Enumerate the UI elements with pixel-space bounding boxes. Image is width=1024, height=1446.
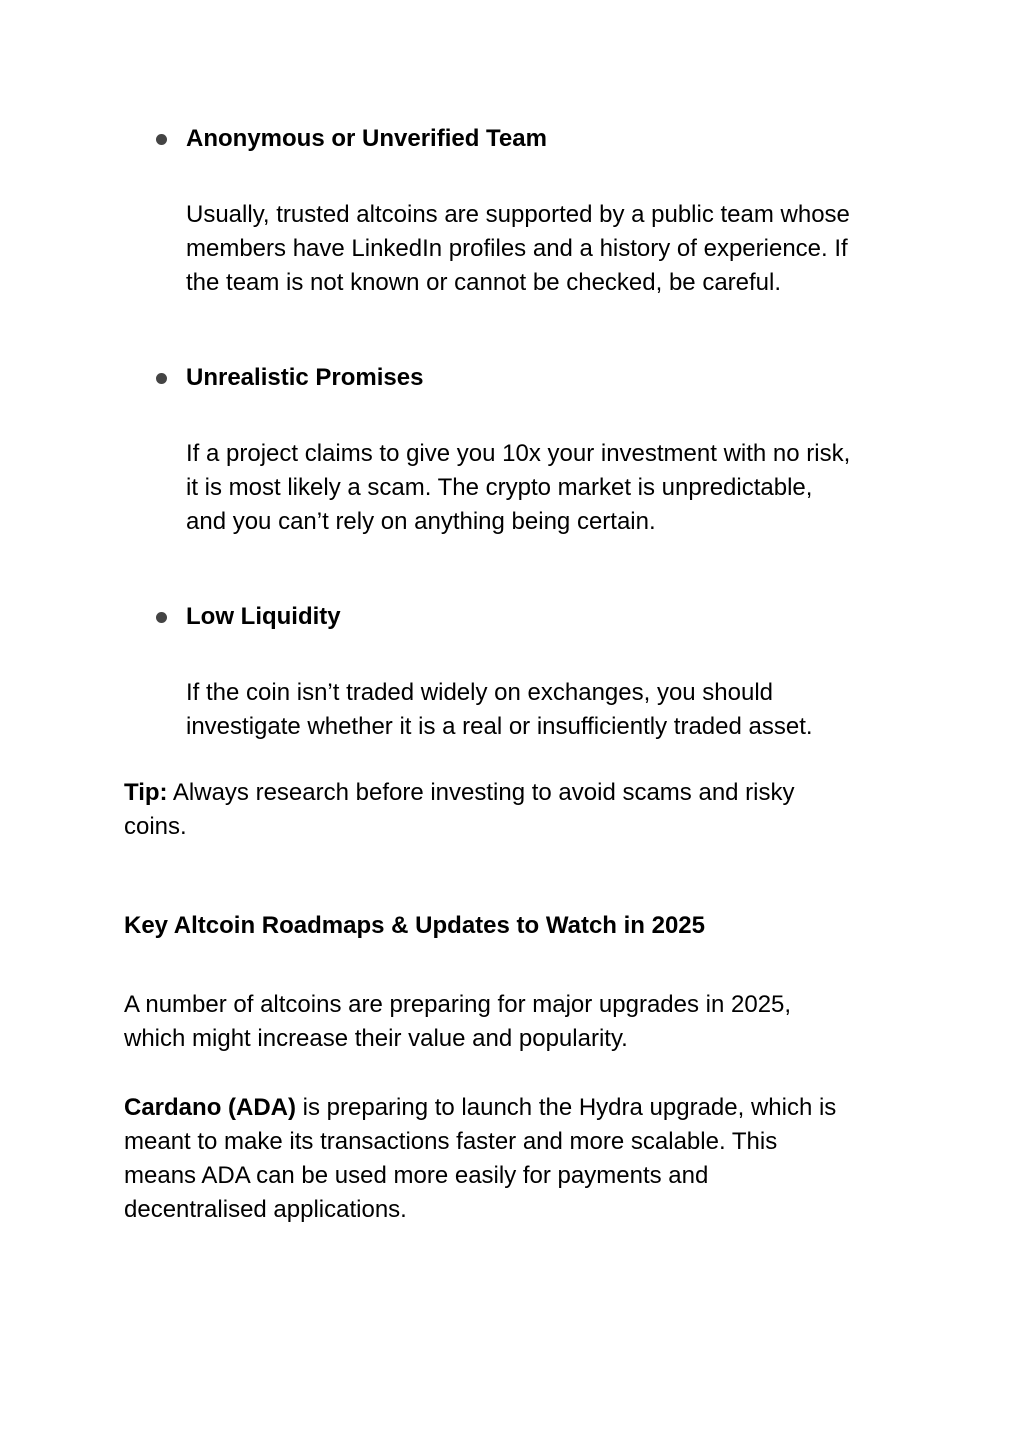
body-line: and you can’t rely on anything being certain.	[186, 508, 656, 535]
cardano-text: means ADA can be used more easily for payments and	[124, 1162, 709, 1189]
intro-line: which might increase their value and popularity.	[124, 1025, 628, 1052]
cardano-text: meant to make its transactions faster and more scalable. This	[124, 1128, 778, 1155]
bullet-body	[186, 437, 916, 539]
bullet-dot-icon	[156, 134, 167, 145]
bullet-title: Unrealistic Promises	[186, 364, 424, 391]
body-line: Usually, trusted altcoins are supported by a public team whose	[186, 201, 850, 228]
section-heading: Key Altcoin Roadmaps & Updates to Watch in 2025	[124, 912, 706, 939]
tip-paragraph	[124, 776, 904, 844]
body-line: it is most likely a scam. The crypto market is unpredictable,	[186, 474, 813, 501]
section-intro	[124, 988, 904, 1056]
body-line: members have LinkedIn profiles and a history of experience. If	[186, 235, 848, 262]
bullet-dot-icon	[156, 373, 167, 384]
tip-text: coins.	[124, 813, 187, 840]
body-line: investigate whether it is a real or insufficiently traded asset.	[186, 713, 813, 740]
body-line: If the coin isn’t traded widely on exchanges, you should	[186, 679, 774, 706]
bullet-title: Anonymous or Unverified Team	[186, 125, 547, 152]
tip-text: Always research before investing to avoid scams and risky	[167, 779, 795, 806]
intro-line: A number of altcoins are preparing for major upgrades in 2025,	[124, 991, 792, 1018]
bullet-body	[186, 198, 916, 300]
body-line: the team is not known or cannot be checked, be careful.	[186, 269, 782, 296]
cardano-name: Cardano (ADA)	[124, 1094, 296, 1121]
bullet-title: Low Liquidity	[186, 603, 341, 630]
cardano-paragraph	[124, 1091, 904, 1227]
bullet-body	[186, 676, 916, 744]
bullet-dot-icon	[156, 612, 167, 623]
tip-label: Tip:	[124, 779, 168, 806]
body-line: If a project claims to give you 10x your investment with no risk,	[186, 440, 851, 467]
cardano-text: is preparing to launch the Hydra upgrade, which is	[296, 1094, 837, 1121]
cardano-text: decentralised applications.	[124, 1196, 407, 1223]
